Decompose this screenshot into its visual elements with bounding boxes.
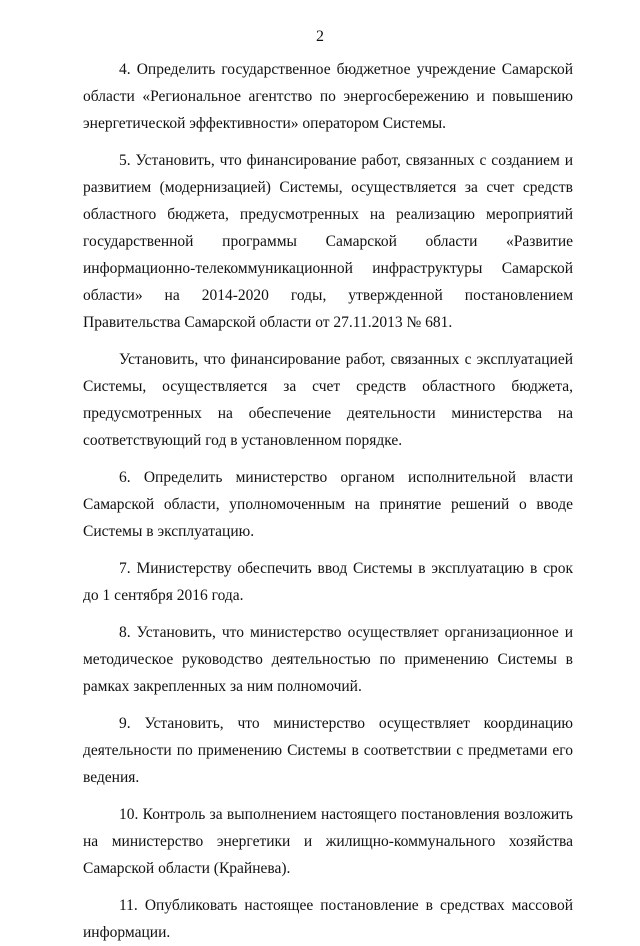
document-body <box>83 56 573 946</box>
page-number: 2 <box>316 28 324 45</box>
paragraph-6-ministry-authority: 6. Определить министерство органом исполнительной власти Самарской области, уполномоченным на принятие решений о вводе Системы в эксплуатацию. <box>83 469 573 540</box>
paragraph-7-deadline: 7. Министерству обеспечить ввод Системы в эксплуатацию в срок до 1 сентября 2016 года. <box>83 560 573 604</box>
paragraph-9-coordination: 9. Установить, что министерство осуществляет координацию деятельности по применению Системы в соответствии с предметами его ведения. <box>83 715 573 786</box>
paragraph-10-control: 10. Контроль за выполнением настоящего постановления возложить на министерство энергетики и жилищно-коммунального хозяйства Самарской области (Крайнева). <box>83 806 573 877</box>
paragraph-5-financing-development: 5. Установить, что финансирование работ, связанных с созданием и развитием (модернизацией) Системы, осуществляется за счет средств областного бюджета, предусмотренных на реализацию мероприятий государственной программы Самарской области «Развитие информационно-телекоммуникационной инфраструктуры Самарской области» на 2014-2020 годы, утвержденной постановлением Правительства Самарской области от 27.11.2013 № 681. <box>83 152 573 331</box>
paragraph-5-financing-operation: Установить, что финансирование работ, связанных с эксплуатацией Системы, осуществляется за счет средств областного бюджета, предусмотренных на обеспечение деятельности министерства на соответствующий год в установленном порядке. <box>83 351 573 449</box>
paragraph-8-methodical-guidance: 8. Установить, что министерство осуществляет организационное и методическое руководство деятельностью по применению Системы в рамках закрепленных за ним полномочий. <box>83 624 573 695</box>
paragraph-4-operator: 4. Определить государственное бюджетное учреждение Самарской области «Региональное агентство по энергосбережению и повышению энергетической эффективности» оператором Системы. <box>83 61 573 132</box>
paragraph-11-publication: 11. Опубликовать настоящее постановление в средствах массовой информации. <box>83 897 573 941</box>
